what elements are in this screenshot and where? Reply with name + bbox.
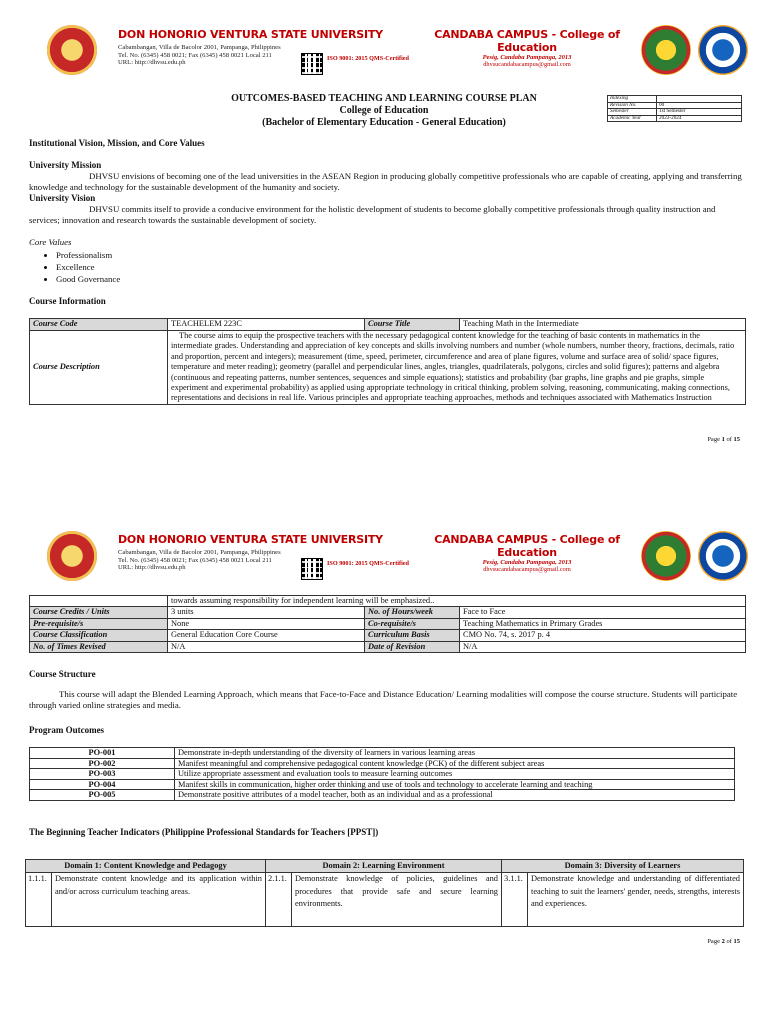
vision-title: University Vision bbox=[29, 193, 96, 203]
core-value-item: • Professionalism bbox=[56, 249, 120, 261]
campus-seal-logo bbox=[641, 25, 691, 75]
index-value: 2023-2024 bbox=[657, 115, 742, 122]
date-revision-label: Date of Revision bbox=[365, 641, 460, 652]
po-code: PO-002 bbox=[30, 758, 175, 769]
po-text: Demonstrate positive attributes of a model teacher, both as an individual and as a professional bbox=[175, 790, 735, 801]
campus-location: Pesig, Candaba Pampanga, 2013 bbox=[482, 54, 572, 61]
page-label: Page bbox=[707, 436, 722, 443]
course-info-heading: Course Information bbox=[29, 296, 106, 306]
table-row bbox=[30, 758, 735, 769]
campus-name: CANDABA CAMPUS - College of Education bbox=[434, 28, 620, 54]
college-seal-logo bbox=[698, 531, 748, 581]
course-description-label-cont bbox=[30, 596, 168, 607]
course-description-value: The course aims to equip the prospective teachers with the necessary pedagogical content knowledge for the teaching of basic contents in mathematics in the intermediate grades. Understanding and appreciation of key concepts and skills involving numbers and number (whole numbers, number theory, fractions, decimals, ratio and proportion, percent and integers); measurement (time, speed, perimeter, circumference and area of plane figures, volume and surface area of solid/ space figures, temperature and meter reading); geometry (parallel and perpendicular lines, angles, triangles, quadrilaterals, polygons, circles and solid figures); patterns and algebra (continuous and repeating patterns, number sentences, sequences and simple equations); statistics and probability (bar graphs, line graphs and pie graphs, simple experiment and experimental probability) as applied using appropriate technology in critical thinking, problem solving, reasoning, communicating, making connections, representations and decisions in real life. Various principles and appropriate teaching approaches, methods and techniques associated with Mathematics Instruction bbox=[168, 331, 746, 405]
vision-text: DHVSU commits itself to provide a conducive environment for the holistic development of students to become globally competitive professionals through quality instruction and services; innovation and research towards the sustainable development of society. bbox=[29, 204, 716, 225]
hours-value: Face to Face bbox=[460, 607, 746, 618]
po-text: Demonstrate in-depth understanding of the diversity of learners in various learning areas bbox=[175, 748, 735, 759]
page-of: of bbox=[724, 938, 734, 945]
campus-block bbox=[416, 28, 638, 68]
core-value-item: • Excellence bbox=[56, 261, 120, 273]
hours-label: No. of Hours/week bbox=[365, 607, 460, 618]
qr-code-icon bbox=[302, 54, 322, 74]
domain-1-header: Domain 1: Content Knowledge and Pedagogy bbox=[26, 860, 266, 873]
university-address bbox=[118, 44, 281, 67]
program-outcomes-table bbox=[29, 747, 735, 801]
po-text: Manifest skills in communication, higher order thinking and use of tools and technology to accelerate learning and teaching bbox=[175, 779, 735, 790]
course-title-label: Course Title bbox=[365, 319, 460, 331]
university-seal-logo bbox=[47, 25, 97, 75]
po-text: Utilize appropriate assessment and evaluation tools to measure learning outcomes bbox=[175, 769, 735, 780]
indicator-text: Demonstrate knowledge and understanding of differentiated teaching to suit the learners' gender, needs, strengths, interests and experiences. bbox=[528, 873, 744, 927]
indicator-text: Demonstrate knowledge of policies, guidelines and procedures that provide safe and secure learning environments. bbox=[292, 873, 502, 927]
address-line: Cabambangan, Villa de Bacolor 2001, Pampanga, Philippines bbox=[118, 44, 281, 51]
doc-title bbox=[140, 93, 628, 129]
indicator-number: 3.1.1. bbox=[502, 873, 528, 927]
po-code: PO-005 bbox=[30, 790, 175, 801]
core-values-list bbox=[29, 249, 120, 285]
table-row bbox=[30, 769, 735, 780]
page-label: Page bbox=[707, 938, 722, 945]
index-value: 00 bbox=[657, 102, 742, 109]
page-number bbox=[640, 436, 740, 443]
phone-line: Tel. No. (6345) 458 0021; Fax (6345) 458 0021 Local 211 bbox=[118, 51, 272, 59]
course-info-table bbox=[29, 318, 746, 405]
url-line: URL: http://dhvsu.edu.ph bbox=[118, 59, 186, 67]
core-values-title: Core Values bbox=[29, 237, 72, 247]
campus-email: dhvsucandabacampus@gmail.com bbox=[483, 566, 571, 573]
page-number bbox=[640, 938, 740, 945]
course-structure-heading: Course Structure bbox=[29, 669, 96, 679]
address-line: Cabambangan, Villa de Bacolor 2001, Pampanga, Philippines bbox=[118, 549, 281, 556]
phone-line: Tel. No. (6345) 458 0021; Fax (6345) 458 0021 Local 211 bbox=[118, 556, 272, 564]
ppst-heading: The Beginning Teacher Indicators (Philippine Professional Standards for Teachers [PPST]) bbox=[29, 827, 379, 837]
credits-value: 3 units bbox=[168, 607, 365, 618]
campus-name: CANDABA CAMPUS - College of Education bbox=[434, 533, 620, 559]
page-total: 15 bbox=[733, 436, 740, 443]
index-value: 1st Semester bbox=[657, 109, 742, 116]
times-revised-value: N/A bbox=[168, 641, 365, 652]
course-description-continued: towards assuming responsibility for independent learning will be emphasized.. bbox=[168, 596, 746, 607]
curriculum-basis-label: Curriculum Basis bbox=[365, 630, 460, 641]
course-description-label: Course Description bbox=[30, 331, 168, 405]
page-current: 2 bbox=[721, 938, 725, 945]
ppst-table bbox=[25, 859, 744, 927]
vmc-heading: Institutional Vision, Mission, and Core Values bbox=[29, 138, 205, 148]
index-key: Indexing bbox=[608, 96, 657, 103]
table-row bbox=[30, 790, 735, 801]
university-seal-logo bbox=[47, 531, 97, 581]
university-address bbox=[118, 549, 281, 572]
course-title-value: Teaching Math in the Intermediate bbox=[460, 319, 746, 331]
corequisite-value: Teaching Mathematics in Primary Grades bbox=[460, 618, 746, 629]
qr-code-icon bbox=[302, 559, 322, 579]
page-total: 15 bbox=[733, 938, 740, 945]
program-outcomes-heading: Program Outcomes bbox=[29, 725, 105, 735]
po-code: PO-001 bbox=[30, 748, 175, 759]
campus-block bbox=[416, 533, 638, 573]
curriculum-basis-value: CMO No. 74, s. 2017 p. 4 bbox=[460, 630, 746, 641]
indicator-text: Demonstrate content knowledge and its application within and/or across curriculum teaching areas. bbox=[52, 873, 266, 927]
classification-value: General Education Core Course bbox=[168, 630, 365, 641]
classification-label: Course Classification bbox=[30, 630, 168, 641]
core-value-item: • Good Governance bbox=[56, 273, 120, 285]
iso-cert: ISO 9001: 2015 QMS-Certified bbox=[327, 55, 409, 62]
index-value bbox=[657, 96, 742, 103]
index-key: Academic Year bbox=[608, 115, 657, 122]
indicator-number: 2.1.1. bbox=[266, 873, 292, 927]
course-code-label: Course Code bbox=[30, 319, 168, 331]
index-key: Revision No. bbox=[608, 102, 657, 109]
corequisite-label: Co-requisite/s bbox=[365, 618, 460, 629]
iso-cert: ISO 9001: 2015 QMS-Certified bbox=[327, 560, 409, 567]
university-name: DON HONORIO VENTURA STATE UNIVERSITY bbox=[118, 28, 383, 41]
times-revised-label: No. of Times Revised bbox=[30, 641, 168, 652]
table-row bbox=[30, 779, 735, 790]
domain-3-header: Domain 3: Diversity of Learners bbox=[502, 860, 744, 873]
credits-label: Course Credits / Units bbox=[30, 607, 168, 618]
index-box bbox=[607, 95, 742, 122]
prerequisite-label: Pre-requisite/s bbox=[30, 618, 168, 629]
course-structure-text: This course will adapt the Blended Learning Approach, which means that Face-to-Face and Distance Education/ Learning modalities will compose the course structure. Students will participate through varied online strategies and media. bbox=[29, 689, 738, 710]
url-line: URL: http://dhvsu.edu.ph bbox=[118, 564, 186, 572]
date-revision-value: N/A bbox=[460, 641, 746, 652]
po-code: PO-004 bbox=[30, 779, 175, 790]
page-current: 1 bbox=[721, 436, 725, 443]
doc-title-line: College of Education bbox=[339, 105, 429, 116]
university-name: DON HONORIO VENTURA STATE UNIVERSITY bbox=[118, 533, 383, 546]
mission-title: University Mission bbox=[29, 160, 102, 170]
college-seal-logo bbox=[698, 25, 748, 75]
page-of: of bbox=[724, 436, 734, 443]
course-code-value: TEACHELEM 223C bbox=[168, 319, 365, 331]
po-code: PO-003 bbox=[30, 769, 175, 780]
po-text: Manifest meaningful and comprehensive pedagogical content knowledge (PCK) of the different subject areas bbox=[175, 758, 735, 769]
campus-seal-logo bbox=[641, 531, 691, 581]
table-row bbox=[30, 748, 735, 759]
doc-title-line: OUTCOMES-BASED TEACHING AND LEARNING COURSE PLAN bbox=[231, 93, 537, 104]
mission-text: DHVSU envisions of becoming one of the lead universities in the ASEAN Region in producing globally competitive professionals who are capable of creating, applying and transferring knowledge and technology for the sustainable development of the humanity and society. bbox=[29, 171, 742, 192]
doc-title-line: (Bachelor of Elementary Education - General Education) bbox=[262, 117, 506, 128]
indicator-number: 1.1.1. bbox=[26, 873, 52, 927]
domain-2-header: Domain 2: Learning Environment bbox=[266, 860, 502, 873]
campus-email: dhvsucandabacampus@gmail.com bbox=[483, 61, 571, 68]
course-info-table-continued bbox=[29, 595, 746, 653]
campus-location: Pesig, Candaba Pampanga, 2013 bbox=[482, 559, 572, 566]
prerequisite-value: None bbox=[168, 618, 365, 629]
index-key: Semester bbox=[608, 109, 657, 116]
